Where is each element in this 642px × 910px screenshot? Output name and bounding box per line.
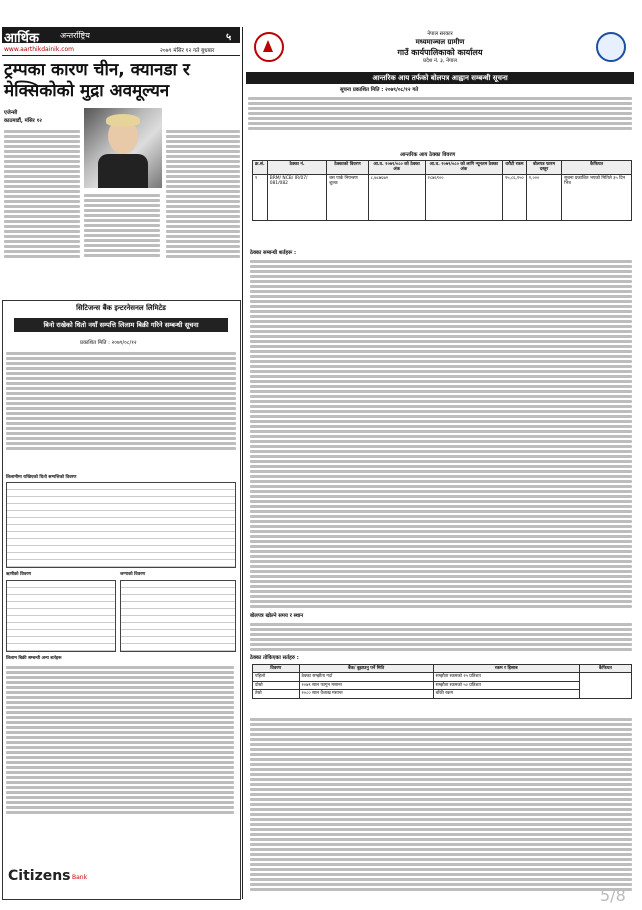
pt-r3-c2: २०८० साल वैशाख मसान्त: [299, 690, 433, 698]
tender-date: प्रकाशित मिति : २०७९/०८/१२: [80, 340, 137, 346]
contract-table: [252, 160, 632, 221]
masthead: आर्थिक: [4, 31, 39, 46]
td-prev-amount: ८,७८७६७२: [368, 174, 425, 220]
tender-title: बिनो राखेको धितो नयाँ सम्पत्ति लिलाम बिक्री गरिने सम्बन्धी सूचना: [14, 318, 228, 332]
table-caption: आन्तरिक आय ठेक्का विवरण: [400, 152, 456, 158]
citizens-logo-sub: Bank: [72, 874, 88, 881]
emblem-right: [596, 32, 626, 62]
org-line-1: मध्यमाञ्चल ग्रामीण: [415, 38, 465, 46]
section-1-title: ठेक्का सम्बन्धी शर्तहरू :: [250, 250, 297, 256]
website: www.aarthikdainik.com: [4, 46, 75, 53]
notice-intro: [248, 95, 632, 132]
footer-note: लिलाम बिक्री सम्बन्धी अन्य शर्तहरू: [6, 656, 62, 661]
pt-r3-c1: तेस्रो: [253, 690, 300, 698]
emblem-left: [254, 32, 284, 62]
page-indicator: 5/8: [600, 886, 626, 905]
pt-h3: रकम र हिसाब: [433, 665, 579, 673]
pt-r1-c2: ठेक्का सम्झौता गर्दा: [299, 673, 433, 681]
citizens-logo: Citizens: [8, 868, 71, 884]
org-line-3: प्रदेश नं. ३, नेपाल: [423, 58, 457, 64]
opening-text: [250, 621, 632, 653]
pt-h2: बैंक/ बुझाउनु पर्ने मिति: [299, 665, 433, 673]
sub-table-3: [120, 580, 236, 652]
org-line-2: गाउँ कार्यपालिकाको कार्यालय: [397, 48, 483, 57]
section-3-title: ठेक्का तोकिएका सर्तहरु :: [250, 655, 299, 661]
page-number: ५: [226, 32, 232, 43]
article-col-3: [166, 128, 240, 260]
notice-title: आन्तरिक आय तर्फको बोलपत्र आह्वान सम्बन्धी सूचना: [246, 72, 634, 84]
sub-table-2-label: ऋणीको विवरण: [6, 572, 32, 577]
agency: एजेन्सी: [4, 110, 18, 116]
pt-r2-c3: सम्झौता रकमको ५० प्रतिशत: [433, 681, 579, 689]
pt-remarks: [579, 673, 631, 698]
page-divider: [242, 27, 243, 899]
rule: [2, 55, 240, 56]
th-sn: क्र.सं.: [253, 161, 268, 175]
td-contract-no: BRM/ NCB/ IR/07/ 081/082: [267, 174, 327, 220]
th-contract-no: ठेक्का नं.: [267, 161, 327, 175]
headline: ट्रम्पका कारण चीन, क्यानडा र मेक्सिकोको मुद्रा अवमूल्यन: [4, 60, 190, 101]
sub-table-2: [6, 580, 116, 652]
article-col-2: [84, 192, 160, 259]
conditions-text: [250, 258, 632, 610]
dateline: काठमाडौं, मंसिर १२: [4, 118, 42, 124]
td-description: बस पार्क नियन्त्रण शुल्क: [327, 174, 368, 220]
td-sn: १: [253, 174, 268, 220]
td-remarks: सूचना प्रकाशित भएको मितिले ३५ दिन भित्र: [562, 174, 632, 220]
tender-org: सिटिजन्स बैंक इन्टरनेसनल लिमिटेड: [76, 304, 166, 312]
td-deposit: १५,८६,१५०: [503, 174, 527, 220]
article-col-1: [4, 128, 80, 260]
payment-table: [252, 664, 632, 699]
th-deposit: धरौटी रकम: [503, 161, 527, 175]
sub-table-1-label: लिलामीमा राखिएको धितो सम्पत्तिको विवरण: [6, 475, 77, 480]
notice-date: सूचना प्रकाशित मिति : २०७९/०८/१२ गते: [340, 87, 419, 93]
gov-name: नेपाल सरकार: [427, 31, 453, 37]
th-description: ठेक्काको विवरण: [327, 161, 368, 175]
td-min-amount: २८७६९००: [425, 174, 502, 220]
pt-h1: विवरण: [253, 665, 300, 673]
pt-h4: कैफियत: [579, 665, 631, 673]
pt-r3-c3: बाँकी रकम: [433, 690, 579, 698]
sub-table-1: [6, 482, 236, 568]
section-label: अन्तर्राष्ट्रिय: [60, 31, 90, 40]
sub-table-3-label: जग्गाको विवरण: [120, 572, 146, 577]
trump-photo: [84, 108, 162, 188]
pt-r2-c1: दोस्रो: [253, 681, 300, 689]
tender-body: [6, 350, 236, 452]
td-form-fee: १,०००: [526, 174, 561, 220]
th-min-amount: आ.व. २०७९/०८० को लागि न्यूनतम ठेक्का अंक: [425, 161, 502, 175]
pt-r1-c1: पहिलो: [253, 673, 300, 681]
pt-r2-c2: २०७९ साल फागुन मसान्त: [299, 681, 433, 689]
section-2-title: बोलपत्र खोल्ने समय र स्थान: [250, 613, 304, 619]
th-form-fee: बोलपत्र फारम दस्तुर: [526, 161, 561, 175]
date: २०७९ मंसिर १२ गते बुधबार: [160, 48, 215, 54]
th-remarks: कैफियत: [562, 161, 632, 175]
tender-footer-text: [6, 664, 234, 816]
final-conditions-text: [250, 716, 632, 893]
pt-r1-c3: सम्झौता रकमको २५ प्रतिशत: [433, 673, 579, 681]
th-prev-amount: आ.व. २०७९/०८० को ठेक्का अंक: [368, 161, 425, 175]
